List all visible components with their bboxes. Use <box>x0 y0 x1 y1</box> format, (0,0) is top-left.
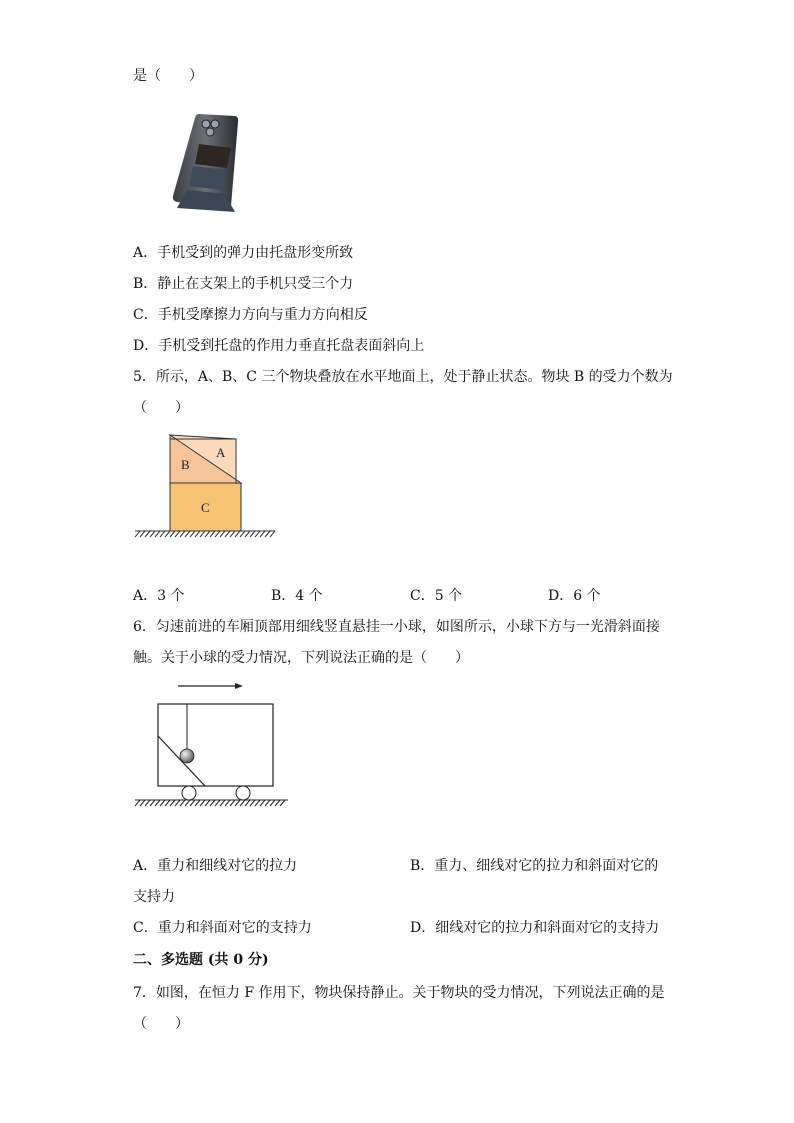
ground-hatch <box>265 800 270 806</box>
q5-option-c: C．5 个 <box>410 588 463 604</box>
carriage-figure <box>133 678 293 808</box>
q5-stem-line1: 5．所示，A、B、C 三个物块叠放在水平地面上，处于静止状态。物块 B 的受力个数为 <box>133 369 673 385</box>
label-b: B <box>181 457 190 472</box>
ground-hatch <box>205 800 210 806</box>
ground-hatch <box>255 531 260 537</box>
ground-hatch <box>195 531 200 537</box>
q7-stem-line2: （ ） <box>133 1016 189 1032</box>
q6-option-c: C．重力和斜面对它的支持力 <box>133 920 312 936</box>
ground-hatch <box>255 800 260 806</box>
ground-hatch <box>215 800 220 806</box>
q4-option-a: A．手机受到的弹力由托盘形变所致 <box>133 245 354 261</box>
ground-hatch <box>235 531 240 537</box>
label-c: C <box>201 500 210 515</box>
ground-hatch <box>160 800 165 806</box>
ground-hatch <box>265 531 270 537</box>
ground-hatch <box>155 800 160 806</box>
ground-hatch <box>195 800 200 806</box>
ground-hatch <box>160 531 165 537</box>
q4-option-c: C．手机受摩擦力方向与重力方向相反 <box>133 307 368 323</box>
q6-option-b-line1: B．重力、细线对它的拉力和斜面对它的 <box>410 858 659 874</box>
ground-hatch <box>140 531 145 537</box>
ground-hatch <box>155 531 160 537</box>
ground-hatch <box>190 800 195 806</box>
q4-option-d: D．手机受到托盘的作用力垂直托盘表面斜向上 <box>133 338 425 354</box>
ground-hatch <box>140 800 145 806</box>
ground-hatch <box>175 531 180 537</box>
ground-hatch <box>175 800 180 806</box>
ground-hatch <box>135 531 140 537</box>
ground-hatch <box>145 800 150 806</box>
ground-hatch <box>275 800 280 806</box>
ground-hatch <box>185 531 190 537</box>
q6-stem-line2: 触。关于小球的受力情况，下列说法正确的是（ ） <box>133 650 469 666</box>
q6-option-d: D．细线对它的拉力和斜面对它的支持力 <box>410 920 660 936</box>
ground-hatch <box>240 531 245 537</box>
ground-hatch <box>235 800 240 806</box>
ground-hatch <box>280 800 285 806</box>
ground-hatch <box>215 531 220 537</box>
phone-stand-figure <box>165 110 245 214</box>
ground-hatch <box>240 800 245 806</box>
stacked-blocks-figure <box>133 432 278 540</box>
ground-hatch <box>220 800 225 806</box>
q6-option-b-line2: 支持力 <box>133 889 175 905</box>
ground-hatch <box>200 531 205 537</box>
ground-hatch <box>145 531 150 537</box>
ground-hatch <box>245 531 250 537</box>
ground-hatch <box>170 531 175 537</box>
ground-hatch <box>180 800 185 806</box>
q6-option-a: A．重力和细线对它的拉力 <box>133 858 298 874</box>
q4-stem-tail: 是（ ） <box>133 68 203 84</box>
ground-hatch <box>225 531 230 537</box>
q5-option-a: A．3 个 <box>133 588 185 604</box>
ground-hatch <box>190 531 195 537</box>
ground-hatch <box>165 800 170 806</box>
ground-hatch <box>250 800 255 806</box>
q5-stem-line2: （ ） <box>133 400 189 416</box>
ground-hatch <box>260 800 265 806</box>
ground-hatch <box>210 800 215 806</box>
q5-option-b: B．4 个 <box>271 588 323 604</box>
ground-hatch <box>185 800 190 806</box>
ground-hatch <box>135 800 140 806</box>
ground-hatch <box>270 531 275 537</box>
ground-hatch <box>245 800 250 806</box>
ground-hatch <box>250 531 255 537</box>
label-a: A <box>216 445 226 460</box>
ground-hatch <box>170 800 175 806</box>
ground-hatch <box>260 531 265 537</box>
q7-stem-line1: 7．如图，在恒力 F 作用下，物块保持静止。关于物块的受力情况，下列说法正确的是 <box>133 985 665 1001</box>
ground-hatch <box>230 531 235 537</box>
ground-hatch <box>200 800 205 806</box>
q4-option-b: B．静止在支架上的手机只受三个力 <box>133 276 354 292</box>
ground-hatch <box>225 800 230 806</box>
ground-hatch <box>220 531 225 537</box>
ball <box>180 749 194 763</box>
ground-hatch <box>210 531 215 537</box>
ground-hatch <box>205 531 210 537</box>
section-title: 二、多选题 (共 0 分) <box>133 952 269 968</box>
ground-hatch <box>270 800 275 806</box>
ground-hatch <box>150 531 155 537</box>
ground-hatch <box>230 800 235 806</box>
ground-hatch <box>165 531 170 537</box>
ground-hatch <box>150 800 155 806</box>
q6-stem-line1: 6．匀速前进的车厢顶部用细线竖直悬挂一小球，如图所示，小球下方与一光滑斜面接 <box>133 619 660 635</box>
ground-hatch <box>180 531 185 537</box>
q5-option-d: D．6 个 <box>548 588 601 604</box>
